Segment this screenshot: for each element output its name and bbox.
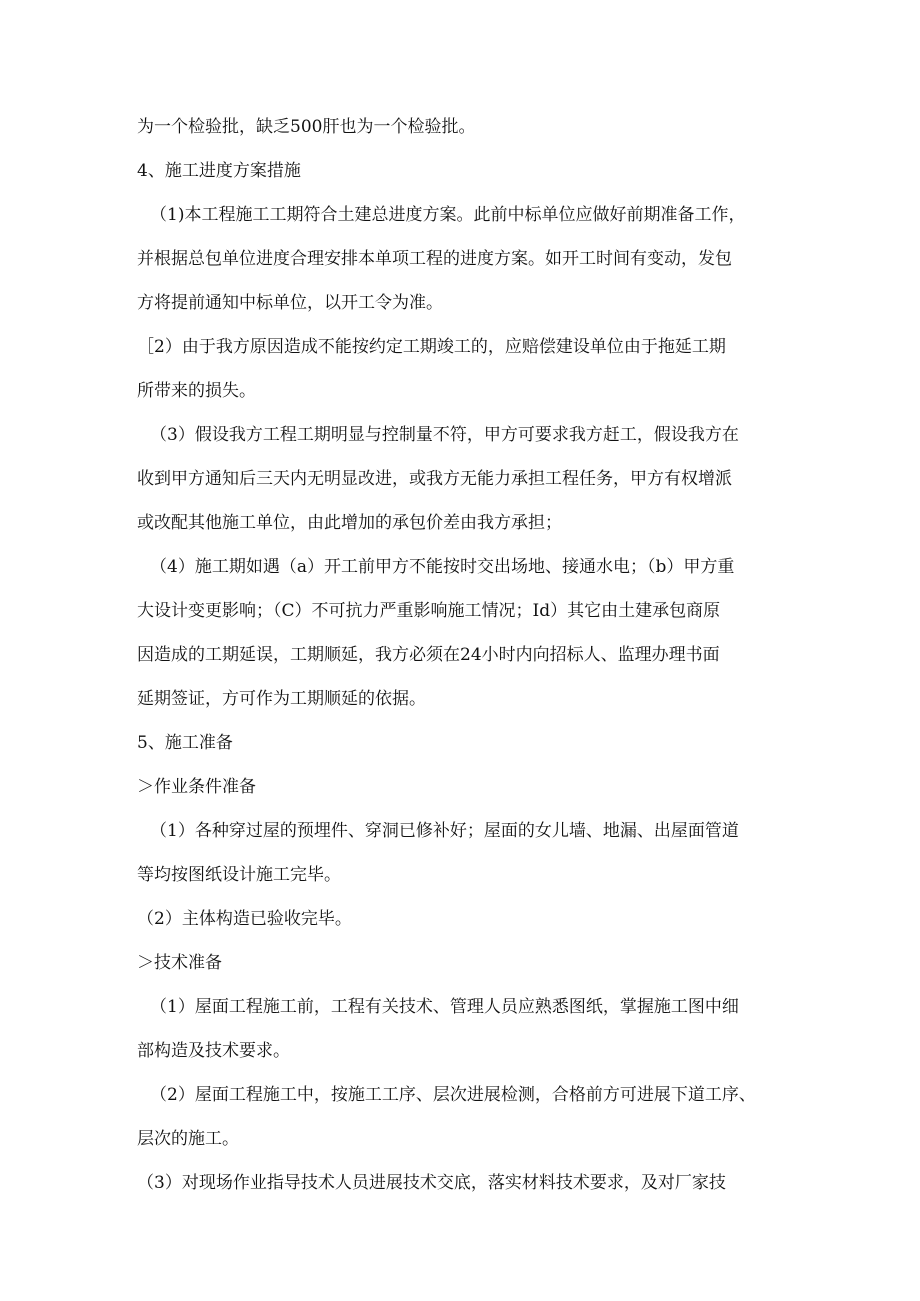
text-line-14: 延期签证，方可作为工期顺延的依据。: [137, 689, 426, 709]
text-line-18: 等均按图纸设计施工完毕。: [137, 865, 341, 885]
subheading-work-conditions: ＞作业条件准备: [137, 777, 256, 797]
text-line-10: 或改配其他施工单位，由此增加的承包价差由我方承担；: [137, 513, 562, 533]
text-line-24: 层次的施工。: [137, 1129, 239, 1149]
text-line-25: （3）对现场作业指导技术人员进展技术交底，落实材料技术要求，及对厂家技: [137, 1173, 726, 1193]
text-line-21: （1）屋面工程施工前，工程有关技术、管理人员应熟悉图纸，掌握施工图中细: [150, 997, 739, 1017]
text-line-19: （2）主体构造已验收完毕。: [137, 909, 352, 929]
text-line-9: 收到甲方通知后三天内无明显改进，或我方无能力承担工程任务，甲方有权增派: [137, 469, 732, 489]
text-line-11: （4）施工期如遇（a）开工前甲方不能按时交出场地、接通水电；（b）甲方重: [150, 557, 735, 577]
text-line-13: 因造成的工期延误，工期顺延，我方必须在24小时内向招标人、监理办理书面: [137, 645, 720, 665]
text-line-17: （1）各种穿过屋的预埋件、穿洞已修补好；屋面的女儿墙、地漏、出屋面管道: [150, 821, 739, 841]
text-line-1: 为一个检验批，缺乏500肝也为一个检验批。: [137, 117, 476, 137]
text-line-12: 大设计变更影响；（C）不可抗力严重影响施工情况；Id）其它由土建承包商原: [137, 601, 721, 621]
text-line-8: （3）假设我方工程工期明显与控制量不符，甲方可要求我方赶工，假设我方在: [150, 425, 739, 445]
text-line-6: ［2）由于我方原因造成不能按约定工期竣工的，应赔偿建设单位由于拖延工期: [137, 337, 726, 357]
text-line-7: 所带来的损失。: [137, 381, 256, 401]
text-line-4: 并根据总包单位进度合理安排本单项工程的进度方案。如开工时间有变动，发包: [137, 249, 732, 269]
text-line-3: （1)本工程施工工期符合土建总进度方案。此前中标单位应做好前期准备工作，: [150, 205, 746, 225]
text-line-22: 部构造及技术要求。: [137, 1041, 290, 1061]
section-heading-4: 4、施工进度方案措施: [137, 161, 301, 181]
text-line-23: （2）屋面工程施工中，按施工工序、层次进展检测，合格前方可进展下道工序、: [150, 1085, 756, 1105]
text-line-5: 方将提前通知中标单位，以开工令为准。: [137, 293, 443, 313]
section-heading-5: 5、施工准备: [137, 733, 233, 753]
subheading-technical-prep: ＞技术准备: [137, 953, 222, 973]
